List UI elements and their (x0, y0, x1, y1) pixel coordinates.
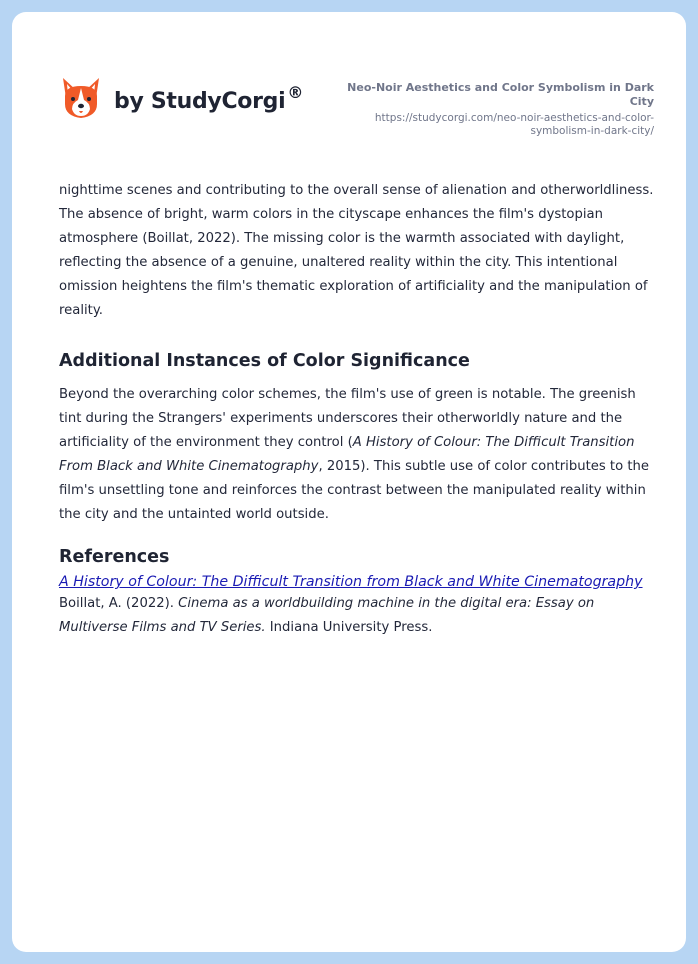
document-title: Neo-Noir Aesthetics and Color Symbolism in Dark City (347, 81, 654, 108)
corgi-icon (60, 76, 102, 122)
cited-work-title: A History of Colour: The Difficult Transition From Black and White Cinematography (59, 435, 635, 474)
document-url[interactable] (324, 112, 654, 138)
document-url-line-2: symbolism-in-dark-city/ (530, 125, 654, 137)
references-heading: References (59, 547, 170, 567)
reference-publisher: Indiana University Press. (265, 620, 433, 635)
brand-name: by StudyCorgi ® (114, 82, 304, 114)
document-meta (324, 81, 654, 138)
section-paragraph: Beyond the overarching color schemes, the film's use of green is notable. The greenish tint during the Strangers' experiments underscores their otherworldly nature and the artificiality of the environment they control (A History of Colour: The Difficult Transition From Black and White Cinematography, 2015). This subtle use of color contributes to the film's unsettling tone and reinforces the contrast between the manipulated reality within the city and the untainted world outside. (59, 387, 649, 522)
section-heading: Additional Instances of Color Significance (59, 351, 470, 371)
reference-item (59, 592, 655, 640)
document-page (12, 12, 686, 952)
studycorgi-logo[interactable] (60, 76, 303, 122)
registered-mark: ® (287, 82, 304, 102)
reference-author: Boillat, A. (2022). (59, 596, 179, 611)
document-url-line-1: https://studycorgi.com/neo-noir-aesthetics-and-color- (374, 112, 654, 124)
reference-title: Cinema as a worldbuilding machine in the digital era: Essay on Multiverse Films and TV Series. (59, 596, 595, 635)
page-header (12, 12, 686, 152)
document-content (59, 179, 655, 640)
reference-link[interactable]: A History of Colour: The Difficult Transition from Black and White Cinematography (59, 574, 643, 590)
intro-paragraph: nighttime scenes and contributing to the overall sense of alienation and otherworldliness. The absence of bright, warm colors in the cityscape enhances the film's dystopian atmosphere (Boillat, 2022). The missing color is the warmth associated with daylight, reflecting the absence of a genuine, unaltered reality within the city. This intentional omission heightens the film's thematic exploration of artificiality and the manipulation of reality. (59, 183, 654, 318)
